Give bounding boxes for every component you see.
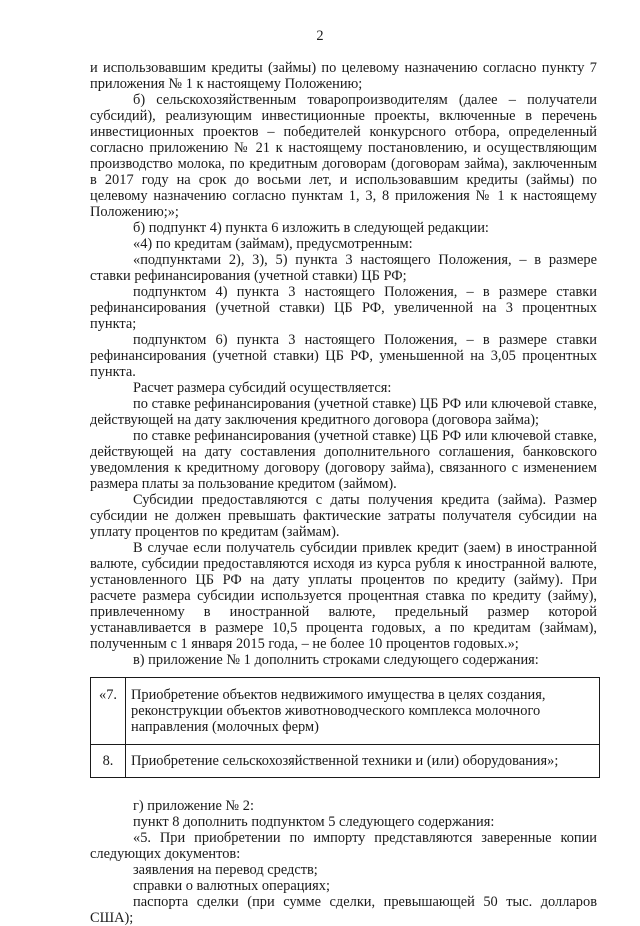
- paragraph: г) приложение № 2:: [133, 798, 254, 814]
- amendment-table: [90, 677, 600, 778]
- paragraph: подпунктом 6) пункта 3 настоящего Положения, – в размере ставки рефинансирования (учетной ставки) ЦБ РФ, уменьшенной на 3,05 процентных пункта.: [90, 332, 597, 380]
- paragraph: Расчет размера субсидий осуществляется:: [133, 380, 392, 396]
- paragraph: в) приложение № 1 дополнить строками следующего содержания:: [133, 652, 539, 668]
- paragraphs-before-table: [90, 60, 597, 668]
- row-text-cell: Приобретение объектов недвижимого имущества в целях создания, реконструкции объектов животноводческого комплекса молочного направления (молочных ферм): [126, 678, 600, 745]
- paragraph: по ставке рефинансирования (учетной ставке) ЦБ РФ или ключевой ставке, действующей на дату заключения кредитного договора (договора займа);: [90, 396, 597, 428]
- paragraph: «подпунктами 2), 3), 5) пункта 3 настоящего Положения, – в размере ставки рефинансирования (учетной ставки) ЦБ РФ;: [90, 252, 597, 284]
- paragraph: по ставке рефинансирования (учетной ставке) ЦБ РФ или ключевой ставке, действующей на дату составления дополнительного соглашения, банковского уведомления к кредитному договору (договору займа), связанного с изменением размера платы за пользование кредитом (займом).: [90, 428, 597, 492]
- paragraph: пункт 8 дополнить подпунктом 5 следующего содержания:: [133, 814, 495, 830]
- paragraphs-after-table: [90, 798, 597, 926]
- paragraph: и использовавшим кредиты (займы) по целевому назначению согласно пункту 7 приложения № 1 к настоящему Положению;: [90, 60, 597, 92]
- paragraph: б) сельскохозяйственным товаропроизводителям (далее – получатели субсидий), реализующим инвестиционные проекты, включенные в перечень инвестиционных проектов – победителей конкурсного отбора, определенный согласно приложению № 21 к настоящему постановлению, и осуществляющим производство молока, по кредитным договорам (договорам займа), заключенным в 2017 году на срок до восьми лет, и использовавшим кредиты (займы) по целевому назначению согласно пунктам 1, 3, 8 приложения № 1 к настоящему Положению;»;: [90, 92, 597, 220]
- page-number: 2: [316, 28, 324, 44]
- paragraph: паспорта сделки (при сумме сделки, превышающей 50 тыс. долларов США);: [90, 894, 597, 926]
- table-row: [91, 678, 600, 745]
- table-row: [91, 745, 600, 778]
- document-body: [90, 60, 597, 926]
- paragraph: справки о валютных операциях;: [133, 878, 330, 894]
- paragraph: заявления на перевод средств;: [133, 862, 318, 878]
- row-number-cell: «7.: [91, 678, 126, 745]
- paragraph: «4) по кредитам (займам), предусмотренным:: [133, 236, 413, 252]
- paragraph: «5. При приобретении по импорту представляются заверенные копии следующих документов:: [90, 830, 597, 862]
- paragraph: В случае если получатель субсидии привлек кредит (заем) в иностранной валюте, субсидии предоставляются исходя из курса рубля к иностранной валюте, установленного ЦБ РФ на дату уплаты процентов по кредиту (займу). При расчете размера субсидии используется процентная ставка по кредиту (займу), привлеченному в иностранной валюте, предельный размер которой устанавливается в размере 10,5 процента годовых, а по кредитам (займам), полученным с 1 января 2015 года, – не более 10 процентов годовых.»;: [90, 540, 597, 652]
- row-text-cell: Приобретение сельскохозяйственной техники и (или) оборудования»;: [126, 745, 600, 778]
- paragraph: подпунктом 4) пункта 3 настоящего Положения, – в размере ставки рефинансирования (учетной ставки) ЦБ РФ, увеличенной на 3 процентных пункта;: [90, 284, 597, 332]
- paragraph: Субсидии предоставляются с даты получения кредита (займа). Размер субсидии не должен превышать фактические затраты получателя субсидии на уплату процентов по кредитам (займам).: [90, 492, 597, 540]
- row-number-cell: 8.: [91, 745, 126, 778]
- paragraph: б) подпункт 4) пункта 6 изложить в следующей редакции:: [133, 220, 489, 236]
